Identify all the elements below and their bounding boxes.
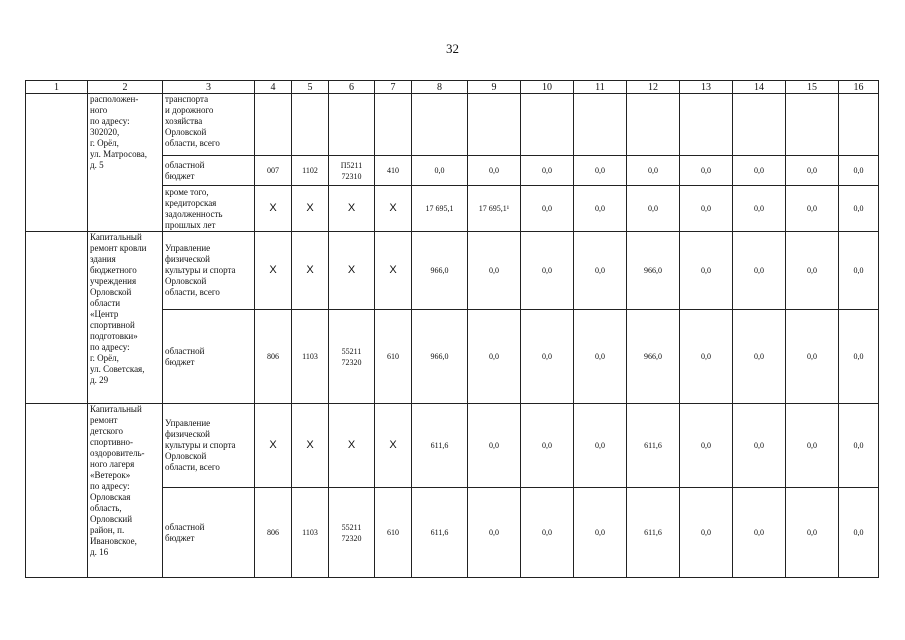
column-header-5: 5 xyxy=(292,81,329,94)
value-cell-col-8: 17 695,1 xyxy=(412,186,468,232)
table-row xyxy=(26,404,879,488)
value-cell-col-10 xyxy=(521,94,574,156)
value-cell-col-5: X xyxy=(292,232,329,310)
value-cell-col-10: 0,0 xyxy=(521,404,574,488)
value-cell-col-8: 966,0 xyxy=(412,232,468,310)
value-cell-col-12: 611,6 xyxy=(627,488,680,578)
value-cell-col-15: 0,0 xyxy=(786,232,839,310)
column-header-15: 15 xyxy=(786,81,839,94)
value-cell-col-4 xyxy=(255,94,292,156)
value-cell-col-11: 0,0 xyxy=(574,186,627,232)
value-cell-col-8: 611,6 xyxy=(412,404,468,488)
value-cell-col-6: 55211 72320 xyxy=(329,488,375,578)
value-cell-col-4: 007 xyxy=(255,156,292,186)
value-cell-col-14: 0,0 xyxy=(733,186,786,232)
value-cell-col-12 xyxy=(627,94,680,156)
value-cell-col-8: 611,6 xyxy=(412,488,468,578)
value-cell-col-6: X xyxy=(329,232,375,310)
value-cell-col-4: X xyxy=(255,186,292,232)
value-cell-col-6 xyxy=(329,94,375,156)
value-cell-col-6: X xyxy=(329,404,375,488)
value-cell-col-13: 0,0 xyxy=(680,186,733,232)
funding-source-cell: областной бюджет xyxy=(163,310,255,404)
value-cell-col-7: 610 xyxy=(375,310,412,404)
value-cell-col-12: 611,6 xyxy=(627,404,680,488)
value-cell-col-4: 806 xyxy=(255,310,292,404)
column-header-14: 14 xyxy=(733,81,786,94)
value-cell-col-10: 0,0 xyxy=(521,232,574,310)
value-cell-col-15: 0,0 xyxy=(786,404,839,488)
column-header-9: 9 xyxy=(468,81,521,94)
funding-source-cell: областной бюджет xyxy=(163,156,255,186)
object-description-cell: Капитальный ремонт кровли здания бюджетного учреждения Орловской области «Центр спортивной подготовки» по адресу: г. Орёл, ул. Советская, д. 29 xyxy=(88,232,163,404)
value-cell-col-14: 0,0 xyxy=(733,488,786,578)
value-cell-col-5: X xyxy=(292,186,329,232)
funding-source-cell: транспорта и дорожного хозяйства Орловской области, всего xyxy=(163,94,255,156)
value-cell-col-11: 0,0 xyxy=(574,488,627,578)
value-cell-col-13: 0,0 xyxy=(680,310,733,404)
column-header-1: 1 xyxy=(26,81,88,94)
value-cell-col-14: 0,0 xyxy=(733,310,786,404)
value-cell-col-7: 610 xyxy=(375,488,412,578)
value-cell-col-9: 0,0 xyxy=(468,156,521,186)
value-cell-col-13: 0,0 xyxy=(680,488,733,578)
column-header-13: 13 xyxy=(680,81,733,94)
value-cell-col-14 xyxy=(733,94,786,156)
row-number-cell xyxy=(26,232,88,404)
value-cell-col-4: X xyxy=(255,404,292,488)
value-cell-col-11: 0,0 xyxy=(574,310,627,404)
column-header-12: 12 xyxy=(627,81,680,94)
table-row xyxy=(26,94,879,156)
funding-source-cell: Управление физической культуры и спорта Орловской области, всего xyxy=(163,232,255,310)
funding-source-cell: областной бюджет xyxy=(163,488,255,578)
value-cell-col-16 xyxy=(839,94,879,156)
value-cell-col-10: 0,0 xyxy=(521,488,574,578)
header-row xyxy=(26,81,879,94)
value-cell-col-15 xyxy=(786,94,839,156)
value-cell-col-5: 1103 xyxy=(292,488,329,578)
object-description-cell: Капитальный ремонт детского спортивно- оздоровитель- ного лагеря «Ветерок» по адресу: Орловская область, Орловский район, п. Ивановское, д. 16 xyxy=(88,404,163,578)
value-cell-col-11: 0,0 xyxy=(574,156,627,186)
value-cell-col-5 xyxy=(292,94,329,156)
value-cell-col-14: 0,0 xyxy=(733,156,786,186)
value-cell-col-8: 966,0 xyxy=(412,310,468,404)
column-header-4: 4 xyxy=(255,81,292,94)
value-cell-col-4: 806 xyxy=(255,488,292,578)
value-cell-col-5: 1102 xyxy=(292,156,329,186)
value-cell-col-13: 0,0 xyxy=(680,404,733,488)
column-header-10: 10 xyxy=(521,81,574,94)
value-cell-col-9 xyxy=(468,94,521,156)
value-cell-col-16: 0,0 xyxy=(839,156,879,186)
value-cell-col-9: 0,0 xyxy=(468,404,521,488)
value-cell-col-8 xyxy=(412,94,468,156)
value-cell-col-13 xyxy=(680,94,733,156)
row-number-cell xyxy=(26,404,88,578)
value-cell-col-11: 0,0 xyxy=(574,404,627,488)
value-cell-col-15: 0,0 xyxy=(786,186,839,232)
value-cell-col-16: 0,0 xyxy=(839,404,879,488)
value-cell-col-16: 0,0 xyxy=(839,488,879,578)
value-cell-col-12: 966,0 xyxy=(627,232,680,310)
funding-source-cell: кроме того, кредиторская задолженность прошлых лет xyxy=(163,186,255,232)
value-cell-col-10: 0,0 xyxy=(521,156,574,186)
value-cell-col-12: 0,0 xyxy=(627,156,680,186)
value-cell-col-15: 0,0 xyxy=(786,156,839,186)
value-cell-col-7: X xyxy=(375,404,412,488)
funding-source-cell: Управление физической культуры и спорта Орловской области, всего xyxy=(163,404,255,488)
value-cell-col-6: 55211 72320 xyxy=(329,310,375,404)
value-cell-col-9: 0,0 xyxy=(468,310,521,404)
page-number: 32 xyxy=(446,41,459,56)
column-header-11: 11 xyxy=(574,81,627,94)
value-cell-col-11: 0,0 xyxy=(574,232,627,310)
value-cell-col-9: 17 695,1¹ xyxy=(468,186,521,232)
value-cell-col-9: 0,0 xyxy=(468,488,521,578)
value-cell-col-12: 966,0 xyxy=(627,310,680,404)
value-cell-col-9: 0,0 xyxy=(468,232,521,310)
value-cell-col-10: 0,0 xyxy=(521,310,574,404)
value-cell-col-16: 0,0 xyxy=(839,232,879,310)
value-cell-col-10: 0,0 xyxy=(521,186,574,232)
value-cell-col-16: 0,0 xyxy=(839,186,879,232)
value-cell-col-8: 0,0 xyxy=(412,156,468,186)
column-header-7: 7 xyxy=(375,81,412,94)
column-header-3: 3 xyxy=(163,81,255,94)
value-cell-col-13: 0,0 xyxy=(680,232,733,310)
value-cell-col-7: X xyxy=(375,232,412,310)
value-cell-col-7 xyxy=(375,94,412,156)
budget-table xyxy=(25,80,879,578)
value-cell-col-14: 0,0 xyxy=(733,232,786,310)
value-cell-col-15: 0,0 xyxy=(786,310,839,404)
object-description-cell: расположен- ного по адресу: 302020, г. Орёл, ул. Матросова, д. 5 xyxy=(88,94,163,232)
column-header-6: 6 xyxy=(329,81,375,94)
value-cell-col-16: 0,0 xyxy=(839,310,879,404)
value-cell-col-5: 1103 xyxy=(292,310,329,404)
value-cell-col-12: 0,0 xyxy=(627,186,680,232)
value-cell-col-7: 410 xyxy=(375,156,412,186)
value-cell-col-11 xyxy=(574,94,627,156)
value-cell-col-6: X xyxy=(329,186,375,232)
table-row xyxy=(26,232,879,310)
row-number-cell xyxy=(26,94,88,232)
column-header-8: 8 xyxy=(412,81,468,94)
value-cell-col-5: X xyxy=(292,404,329,488)
value-cell-col-4: X xyxy=(255,232,292,310)
column-header-16: 16 xyxy=(839,81,879,94)
value-cell-col-13: 0,0 xyxy=(680,156,733,186)
value-cell-col-15: 0,0 xyxy=(786,488,839,578)
value-cell-col-6: П5211 72310 xyxy=(329,156,375,186)
value-cell-col-7: X xyxy=(375,186,412,232)
column-header-2: 2 xyxy=(88,81,163,94)
value-cell-col-14: 0,0 xyxy=(733,404,786,488)
